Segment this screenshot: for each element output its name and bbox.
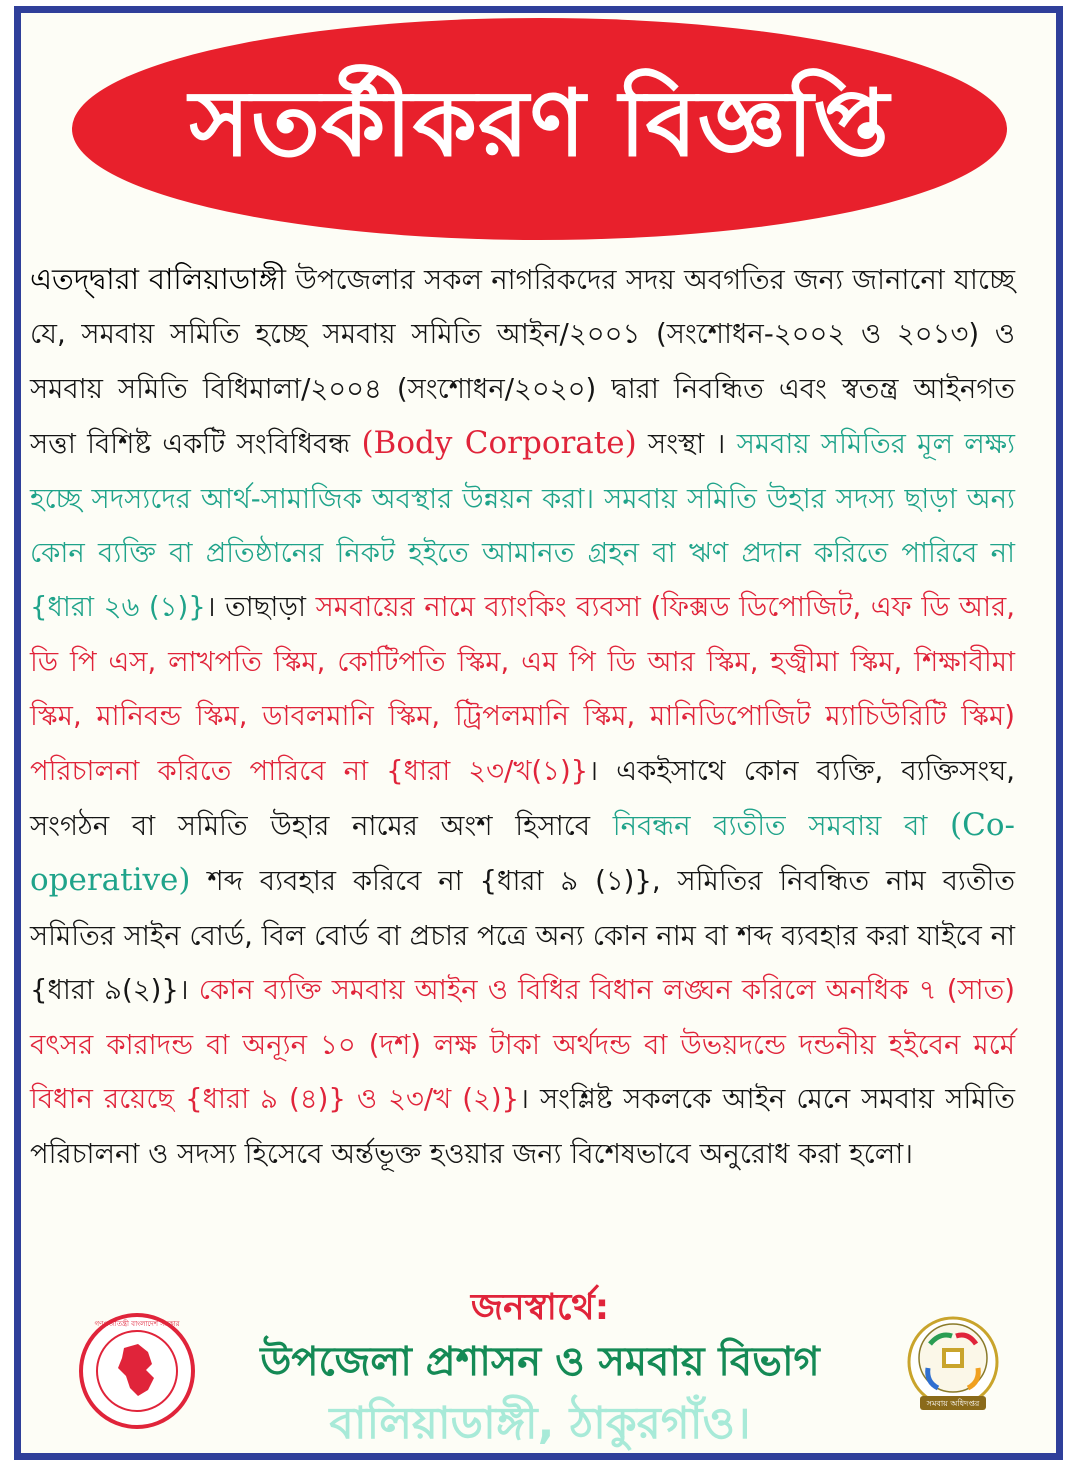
- body-segment: সংস্থা ।: [636, 428, 737, 461]
- body-segment: । তাছাড়া: [205, 591, 316, 624]
- public-interest-label: জনস্বার্থে:: [470, 1287, 610, 1328]
- body-segment: । একইসাথে কোন ব্যক্তি, ব্যক্তিসংঘ, সংগঠন বা সমিতি উহার নামের অংশ হিসাবে: [30, 754, 1015, 843]
- notice-body: [30, 252, 1015, 1181]
- issuer-label: উপজেলা প্রশাসন ও সমবায় বিভাগ: [260, 1339, 820, 1385]
- body-segment: উপজেলার সকল নাগরিকদের সদয় অবগতির জন্য জানানো যাচ্ছে যে, সমবায় সমিতি হচ্ছে সমবায় সমিতি আইন/২০০১ (সংশোধন-২০০২ ও ২০১৩) ও সমবায় সমিতি বিধিমালা/২০০৪ (সংশোধন/২০২০) দ্বারা নিবন্ধিত এবং স্বতন্ত্র আইনগত সত্তা বিশিষ্ট একটি সংবিধিবন্ধ: [30, 264, 1015, 461]
- body-segment: নিবন্ধন ব্যতীত সমবায় বা: [612, 810, 951, 843]
- body-segment: (Co-operative): [30, 807, 1015, 899]
- notice-title: সতর্কীকরণ বিজ্ঞপ্তি: [189, 70, 890, 177]
- body-segment: এতদ্দ্বারা বালিয়াডাঙ্গী: [30, 262, 287, 296]
- government-seal-icon: [78, 1312, 196, 1430]
- cooperative-department-seal-icon: [902, 1314, 1004, 1416]
- title-banner: [72, 18, 1007, 240]
- body-segment: শব্দ ব্যবহার করিবে না {ধারা ৯ (১)}, সমিতির নিবন্ধিত নাম ব্যতীত সমিতির সাইন বোর্ড, বিল বোর্ড বা প্রচার পত্রে অন্য কোন নাম বা শব্দ ব্যবহার করা যাইবে না {ধারা ৯(২)}।: [30, 865, 1015, 1007]
- seal-text: সমবায় অধিদপ্তর: [926, 1399, 980, 1408]
- seal-text: গণপ্রজাতন্ত্রী বাংলাদেশ সরকার: [94, 1320, 180, 1328]
- body-segment: (Body Corporate): [361, 425, 637, 462]
- location-label: বালিয়াডাঙ্গী, ঠাকুরগাঁও।: [329, 1398, 751, 1449]
- body-segment: । সংশ্লিষ্ট সকলকে আইন মেনে সমবায় সমিতি পরিচালনা ও সদস্য হিসেবে অর্ন্তভূক্ত হওয়ার জন্য বিশেষভাবে অনুরোধ করা হলো।: [30, 1083, 1016, 1170]
- body-segment: সমবায়ের নামে ব্যাংকিং ব্যবসা (ফিক্সড ডিপোজিট, এফ ডি আর, ডি পি এস, লাখপতি স্কিম, কোটিপতি স্কিম, এম পি ডি আর স্কিম, হজ্বীমা স্কিম, শিক্ষাবীমা স্কিম, মানিবন্ড স্কিম, ডাবলমানি স্কিম, ট্রিপলমানি স্কিম, মানিডিপোজিট ম্যাচিউরিটি স্কিম) পরিচালনা করিতে পারিবে না {ধারা ২৩/খ(১)}: [30, 591, 1015, 787]
- body-segment: কোন ব্যক্তি সমবায় আইন ও বিধির বিধান লঙ্ঘন করিলে অনধিক ৭ (সাত) বৎসর কারাদন্ড বা অন্যূন ১০ (দশ) লক্ষ টাকা অর্থদন্ড বা উভয়দন্ডে দন্ডনীয় হইবেন মর্মে বিধান রয়েছে {ধারা ৯ (৪)} ও ২৩/খ (২)}: [30, 974, 1016, 1116]
- body-segment: সমবায় সমিতির মূল লক্ষ্য হচ্ছে সদস্যদের আর্থ-সামাজিক অবস্থার উন্নয়ন করা। সমবায় সমিতি উহার সদস্য ছাড়া অন্য কোন ব্যক্তি বা প্রতিষ্ঠানের নিকট হইতে আমানত গ্রহন বা ঋণ প্রদান করিতে পারিবে না {ধারা ২৬ (১)}: [30, 428, 1016, 624]
